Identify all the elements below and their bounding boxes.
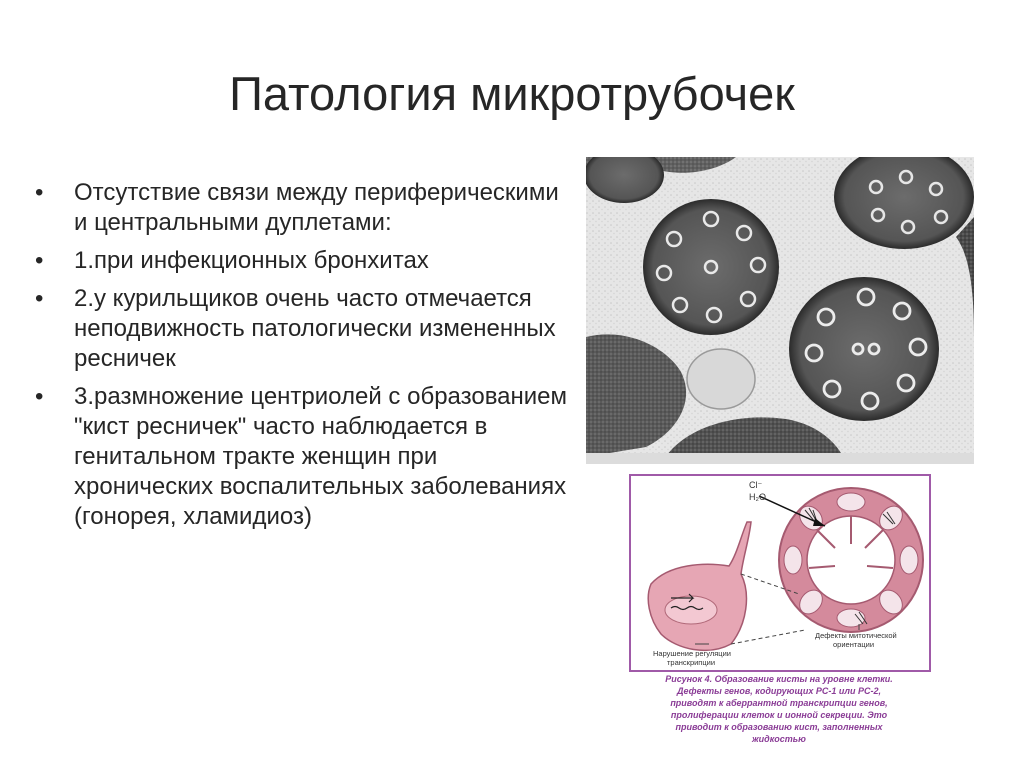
transcription-label-line2: транскрипции bbox=[667, 658, 716, 667]
figure-caption-line: Рисунок 4. Образование кисты на уровне клетки. bbox=[665, 674, 893, 684]
bullet-text: 1.при инфекционных бронхитах bbox=[74, 247, 429, 274]
electron-micrograph-image bbox=[586, 157, 974, 464]
bullet-text: 3.размножение центриолей с образованием "кист ресничек" часто наблюдается в генитальном тракте женщин при хронических воспалительных заболеваниях (гонорея, хламидиоз) bbox=[74, 383, 568, 530]
bullet-dot: • bbox=[35, 285, 44, 312]
figure-caption-line: Дефекты генов, кодирующих PC-1 или PC-2, bbox=[677, 686, 881, 696]
mitotic-label-line1: Дефекты митотической bbox=[815, 631, 897, 640]
bullet-text: 2.у курильщиков очень часто отмечается неподвижность патологически измененных ресничек bbox=[74, 285, 556, 372]
cyst-formation-diagram bbox=[629, 474, 931, 748]
slide-title: Патология микротрубочек bbox=[229, 67, 795, 120]
chloride-label: Cl⁻ bbox=[749, 480, 763, 490]
cilium-cross-section bbox=[789, 277, 939, 421]
water-label: H₂O bbox=[749, 492, 766, 502]
cyst-illustration bbox=[779, 488, 923, 632]
bullet-list bbox=[30, 178, 570, 540]
bullet-text: Отсутствие связи между периферическими и центральными дуплетами: bbox=[74, 179, 559, 236]
cilium-cross-section bbox=[643, 199, 779, 335]
bullet-dot: • bbox=[35, 247, 44, 274]
figure-caption-line: приводит к образованию кист, заполненных bbox=[675, 722, 883, 732]
mitotic-label-line2: ориентации bbox=[833, 640, 875, 649]
figure-caption-line: жидкостью bbox=[752, 734, 806, 744]
bullet-item bbox=[30, 284, 570, 374]
bullet-dot: • bbox=[35, 383, 44, 410]
bullet-item bbox=[30, 382, 570, 532]
bullet-dot: • bbox=[35, 179, 44, 206]
bullet-item bbox=[30, 178, 570, 238]
figure-caption-line: пролиферации клеток и ионной секреции. Это bbox=[670, 710, 888, 720]
bullet-item bbox=[30, 246, 570, 276]
transcription-label-line1: Нарушение регуляции bbox=[653, 649, 731, 658]
figure-caption-line: приводят к аберрантной транскрипции генов, bbox=[670, 698, 888, 708]
